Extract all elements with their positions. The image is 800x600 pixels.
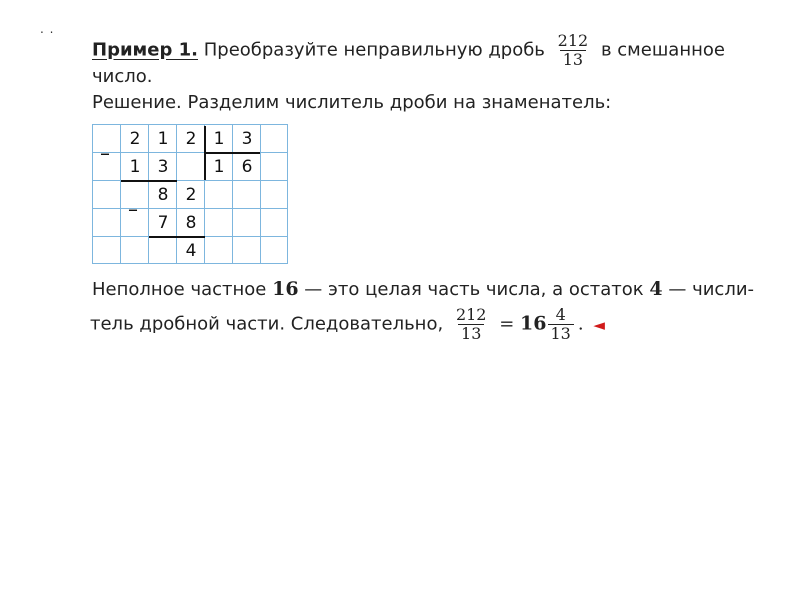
conclusion-text: — числи- xyxy=(668,279,755,300)
fraction-numerator: 212 xyxy=(455,305,487,324)
fraction-numerator: 212 xyxy=(557,31,589,50)
subtraction-line-1 xyxy=(121,180,177,182)
subtrahend-digit: 7 xyxy=(157,213,169,233)
fraction-denominator: 13 xyxy=(560,50,586,69)
partial-dividend-digit: 8 xyxy=(157,185,169,205)
conclusion-line xyxy=(92,278,754,300)
result-improper-fraction xyxy=(453,306,490,343)
task-continuation-text: число. xyxy=(92,66,153,87)
quotient-digit: 1 xyxy=(213,157,225,177)
task-text-end: в смешанное xyxy=(600,39,725,61)
fraction-numerator: 4 xyxy=(555,305,566,324)
equals-sign: = xyxy=(499,313,515,335)
solution-intro-text: Решение. Разделим числитель дроби на знаменатель: xyxy=(92,92,612,113)
mixed-fraction xyxy=(548,306,574,343)
conclusion-text: — это целая часть числа, а остаток xyxy=(304,279,644,300)
long-division-grid xyxy=(92,124,288,264)
solution-intro xyxy=(92,92,611,113)
dividend-digit: 1 xyxy=(157,129,169,149)
period: . xyxy=(577,313,584,335)
divisor-digit: 1 xyxy=(213,129,225,149)
whole-part: 16 xyxy=(520,312,547,335)
remainder-value: 4 xyxy=(649,278,663,300)
partial-dividend-digit: 2 xyxy=(185,185,197,205)
minus-sign-2: – xyxy=(128,197,138,221)
remainder-digit: 4 xyxy=(185,241,197,261)
task-text: Преобразуйте неправильную дробь xyxy=(203,39,545,61)
end-of-example-marker-icon: ◄ xyxy=(593,315,605,334)
quotient-digit: 6 xyxy=(241,157,253,177)
page-marks: . . xyxy=(40,22,55,36)
improper-fraction xyxy=(555,32,592,69)
example-label: Пример 1. xyxy=(92,39,198,61)
task-continuation xyxy=(92,66,152,87)
division-bracket-horizontal xyxy=(204,152,260,154)
dividend-digit: 2 xyxy=(185,129,197,149)
quotient-value: 16 xyxy=(272,278,299,300)
fraction-denominator: 13 xyxy=(458,324,484,343)
subtrahend-digit: 8 xyxy=(185,213,197,233)
dividend-digit: 2 xyxy=(129,129,141,149)
subtraction-line-2 xyxy=(149,236,205,238)
fraction-denominator: 13 xyxy=(548,324,574,343)
divisor-digit: 3 xyxy=(241,129,253,149)
subtrahend-digit: 3 xyxy=(157,157,169,177)
result-text: тель дробной части. Следовательно, xyxy=(90,313,444,335)
conclusion-text: Неполное частное xyxy=(92,279,267,300)
example-heading-line xyxy=(92,32,725,69)
result-line xyxy=(90,306,605,343)
subtrahend-digit: 1 xyxy=(129,157,141,177)
minus-sign-1: – xyxy=(100,141,110,165)
